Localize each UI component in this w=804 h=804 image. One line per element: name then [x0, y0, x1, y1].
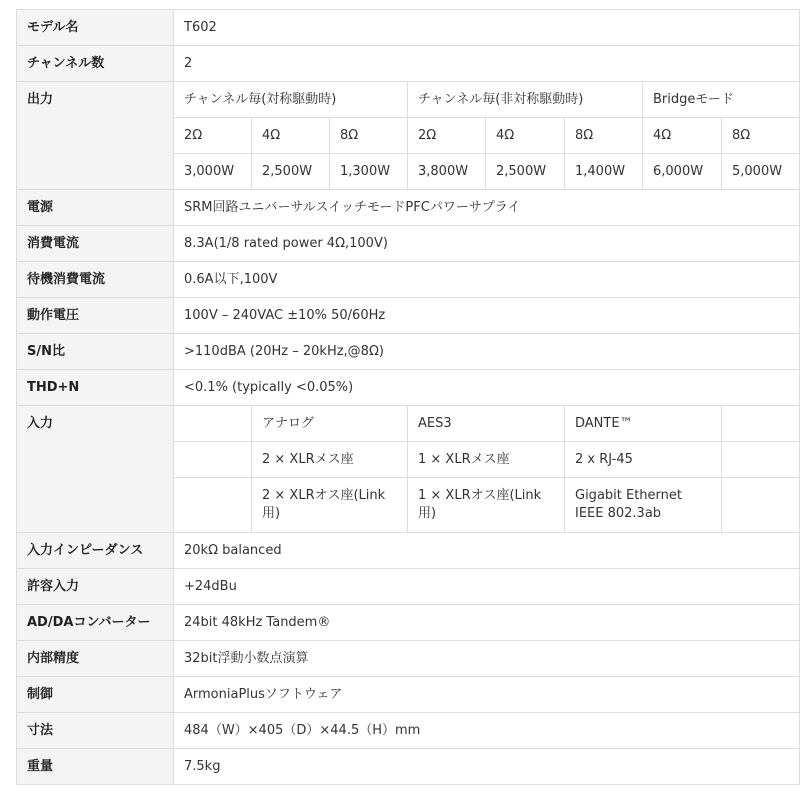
row-consumption: [17, 226, 800, 262]
row-model: [17, 10, 800, 46]
value-max-input: +24dBu: [174, 569, 800, 605]
row-power-supply: [17, 190, 800, 226]
label-output: 出力: [17, 82, 174, 190]
value-precision: 32bit浮動小数点演算: [174, 641, 800, 677]
label-model: モデル名: [17, 10, 174, 46]
label-voltage: 動作電圧: [17, 298, 174, 334]
label-power-supply: 電源: [17, 190, 174, 226]
value-control: ArmoniaPlusソフトウェア: [174, 677, 800, 713]
label-precision: 内部精度: [17, 641, 174, 677]
row-max-input: [17, 569, 800, 605]
output-load: 8Ω: [330, 118, 408, 154]
output-load: 8Ω: [722, 118, 800, 154]
value-weight: 7.5kg: [174, 749, 800, 785]
row-input-headers: [17, 406, 800, 442]
row-control: [17, 677, 800, 713]
value-impedance: 20kΩ balanced: [174, 533, 800, 569]
label-input: 入力: [17, 406, 174, 533]
label-channels: チャンネル数: [17, 46, 174, 82]
row-output-groups: [17, 82, 800, 118]
input-aes3-link: 1 × XLRオス座(Link用): [408, 478, 565, 533]
input-dante-ethernet: Gigabit Ethernet: [575, 488, 682, 503]
input-dante-network: [565, 478, 722, 533]
row-channels: [17, 46, 800, 82]
label-weight: 重量: [17, 749, 174, 785]
input-header-aes3: AES3: [408, 406, 565, 442]
output-group-asymmetric: チャンネル毎(非対称駆動時): [408, 82, 643, 118]
output-load: 4Ω: [252, 118, 330, 154]
label-impedance: 入力インピーダンス: [17, 533, 174, 569]
row-impedance: [17, 533, 800, 569]
output-group-symmetric: チャンネル毎(対称駆動時): [174, 82, 408, 118]
output-power: 5,000W: [722, 154, 800, 190]
value-power-supply: SRM回路ユニバーサルスイッチモードPFCパワーサプライ: [174, 190, 800, 226]
label-standby: 待機消費電流: [17, 262, 174, 298]
output-power: 6,000W: [643, 154, 722, 190]
value-thd: <0.1% (typically <0.05%): [174, 370, 800, 406]
row-adda: [17, 605, 800, 641]
row-precision: [17, 641, 800, 677]
input-blank-cell: [174, 478, 252, 533]
row-sn: [17, 334, 800, 370]
output-load: 8Ω: [565, 118, 643, 154]
input-blank-cell: [174, 406, 252, 442]
label-control: 制御: [17, 677, 174, 713]
output-load: 2Ω: [174, 118, 252, 154]
value-model: T602: [174, 10, 800, 46]
value-voltage: 100V – 240VAC ±10% 50/60Hz: [174, 298, 800, 334]
value-dimensions: 484（W）×405（D）×44.5（H）mm: [174, 713, 800, 749]
input-header-dante: DANTE™: [565, 406, 722, 442]
row-dimensions: [17, 713, 800, 749]
row-weight: [17, 749, 800, 785]
input-header-analog: アナログ: [252, 406, 408, 442]
row-thd: [17, 370, 800, 406]
row-standby: [17, 262, 800, 298]
value-standby: 0.6A以下,100V: [174, 262, 800, 298]
input-blank-cell: [722, 442, 800, 478]
value-adda: 24bit 48kHz Tandem®: [174, 605, 800, 641]
spec-table: [16, 9, 800, 785]
label-thd: THD+N: [17, 370, 174, 406]
input-dante-standard: IEEE 802.3ab: [575, 506, 662, 521]
label-max-input: 許容入力: [17, 569, 174, 605]
value-sn: >110dBA (20Hz – 20kHz,@8Ω): [174, 334, 800, 370]
output-load: 4Ω: [486, 118, 565, 154]
output-group-bridge: Bridgeモード: [643, 82, 800, 118]
output-power: 1,400W: [565, 154, 643, 190]
output-power: 2,500W: [252, 154, 330, 190]
input-dante-connector: 2 x RJ-45: [565, 442, 722, 478]
input-blank-cell: [722, 406, 800, 442]
input-blank-cell: [722, 478, 800, 533]
input-blank-cell: [174, 442, 252, 478]
output-power: 2,500W: [486, 154, 565, 190]
input-aes3-connector: 1 × XLRメス座: [408, 442, 565, 478]
input-analog-connector: 2 × XLRメス座: [252, 442, 408, 478]
label-dimensions: 寸法: [17, 713, 174, 749]
output-power: 3,800W: [408, 154, 486, 190]
row-voltage: [17, 298, 800, 334]
output-load: 2Ω: [408, 118, 486, 154]
value-consumption: 8.3A(1/8 rated power 4Ω,100V): [174, 226, 800, 262]
label-sn: S/N比: [17, 334, 174, 370]
output-power: 1,300W: [330, 154, 408, 190]
output-load: 4Ω: [643, 118, 722, 154]
label-consumption: 消費電流: [17, 226, 174, 262]
output-power: 3,000W: [174, 154, 252, 190]
value-channels: 2: [174, 46, 800, 82]
input-analog-link: 2 × XLRオス座(Link用): [252, 478, 408, 533]
label-adda: AD/DAコンバーター: [17, 605, 174, 641]
